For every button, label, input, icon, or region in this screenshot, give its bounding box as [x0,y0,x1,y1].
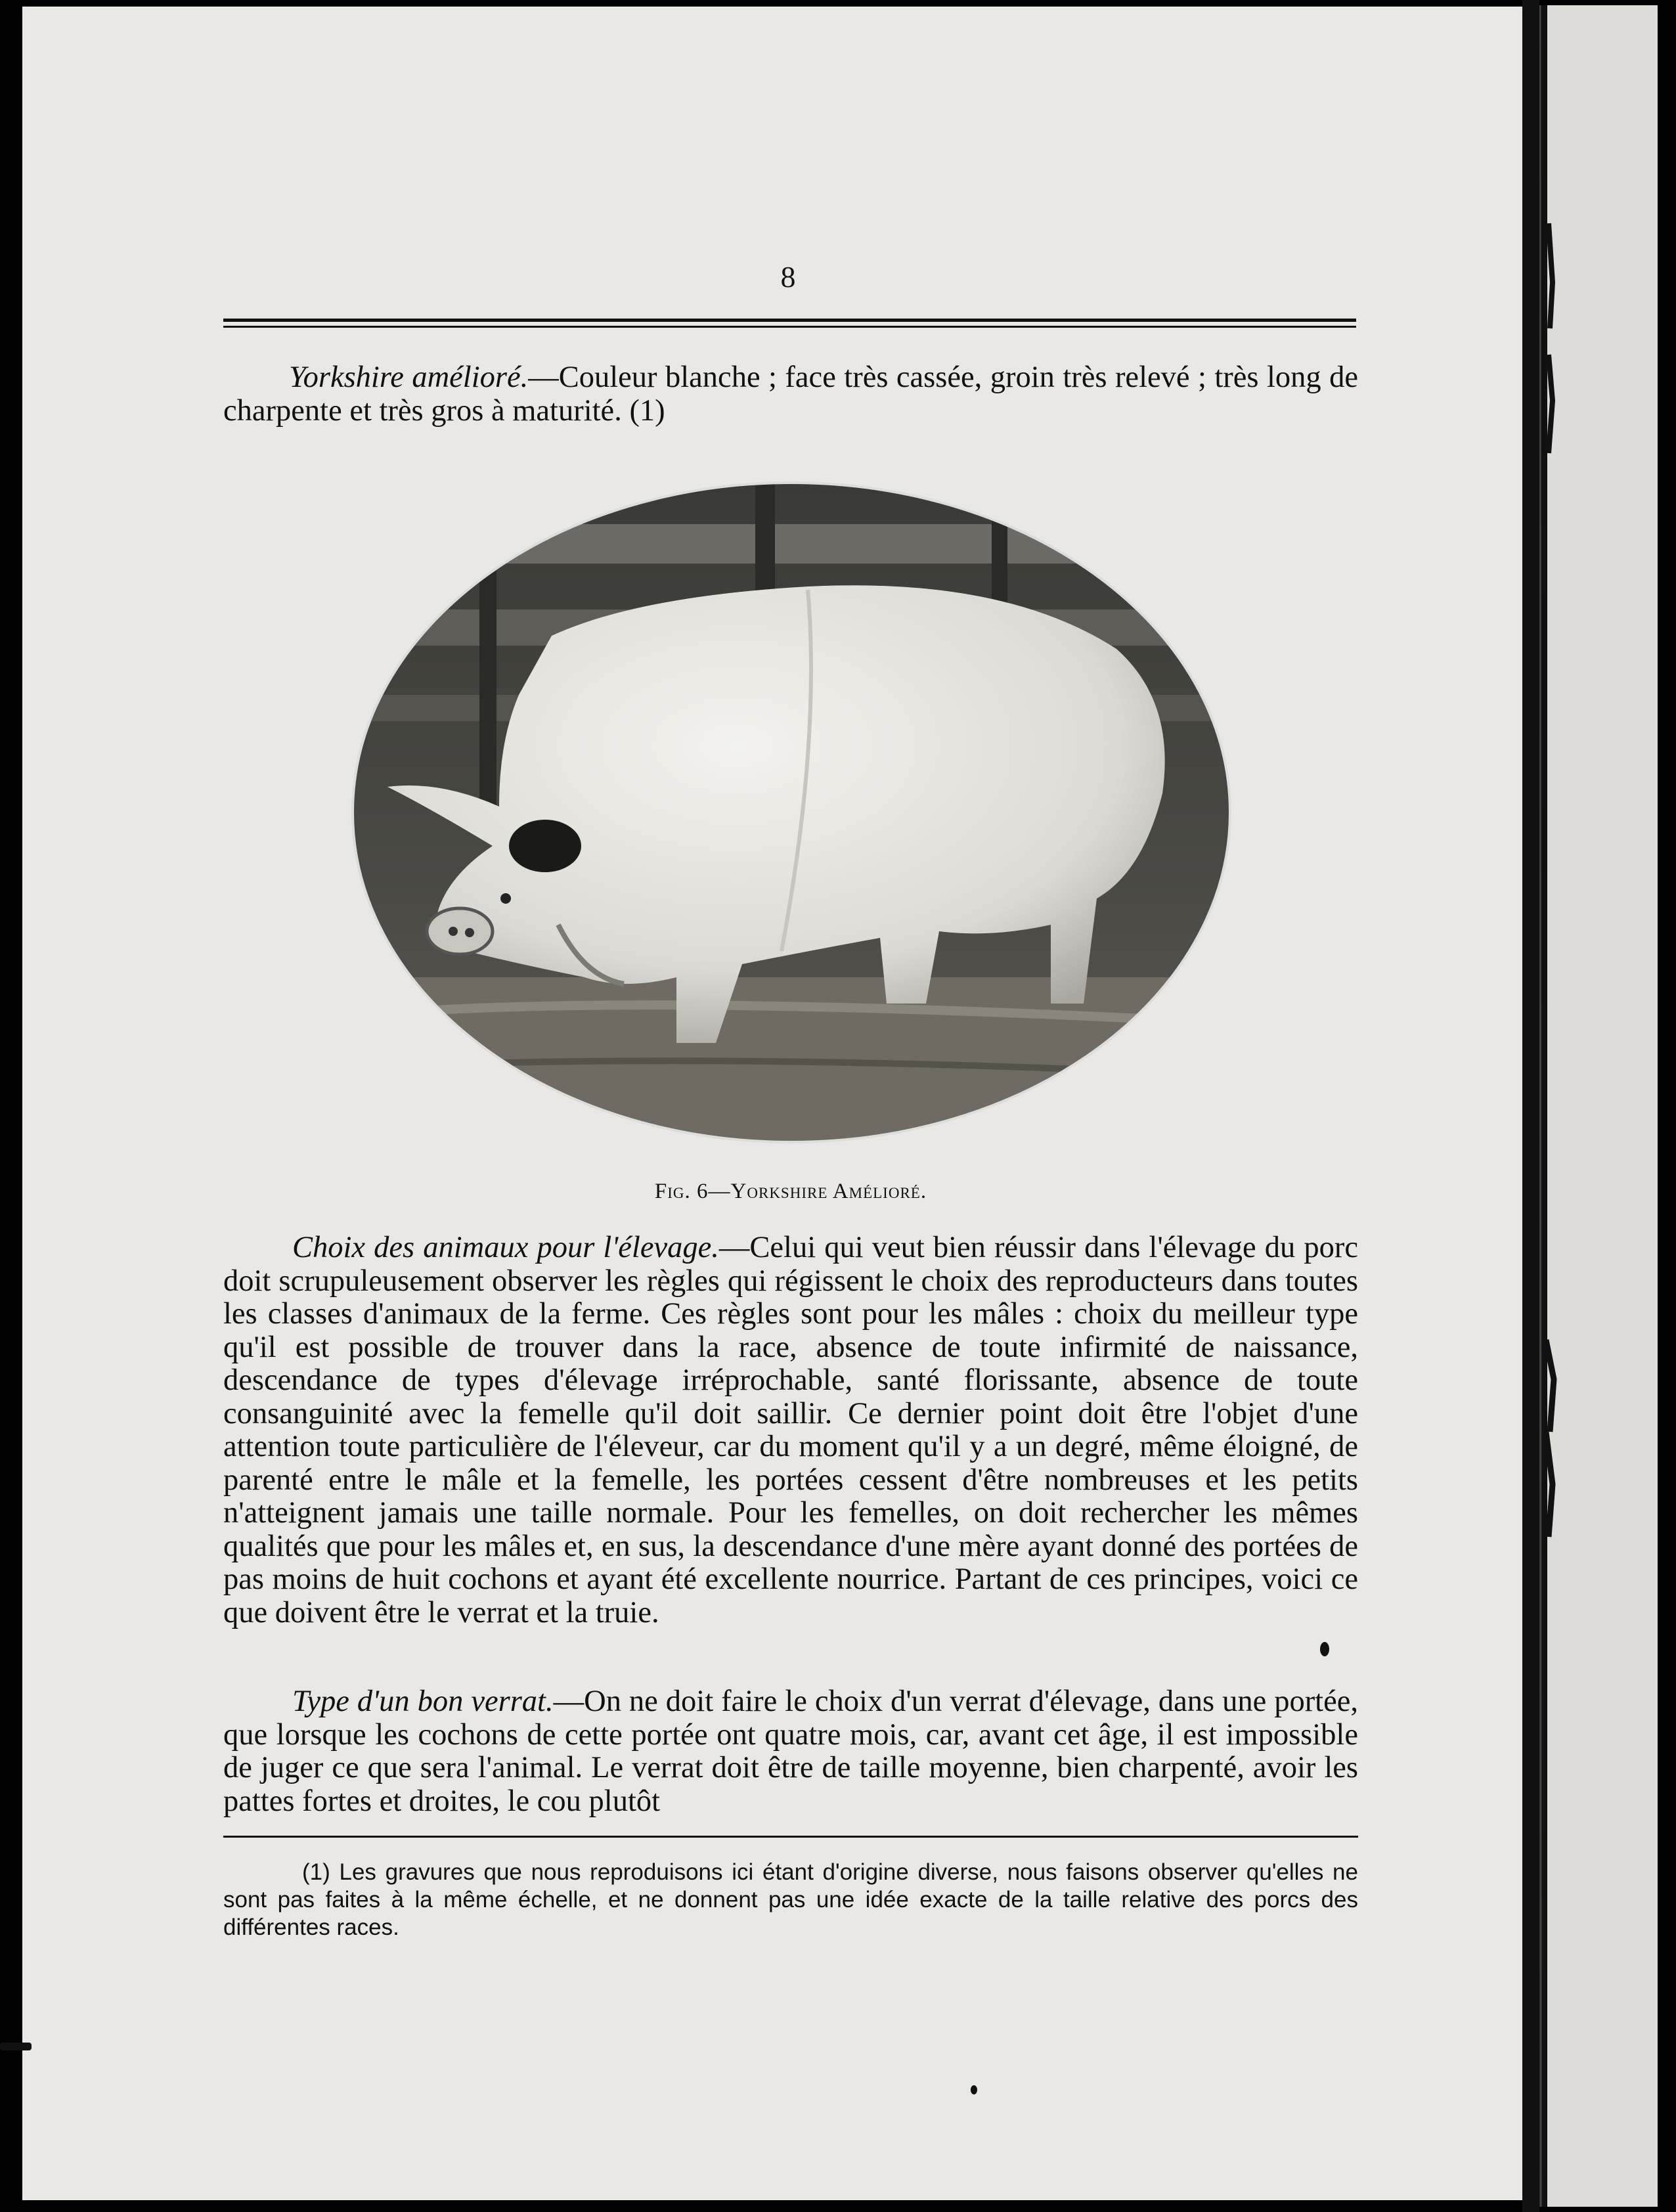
caption-title: Yorkshire Amélioré. [730,1180,927,1203]
paragraph-yorkshire [223,361,1358,428]
paragraph-choix [223,1231,1358,1629]
binding-edge-marks [1524,197,1570,1609]
body-choix: —Celui qui veut bien réussir dans l'élevage du porc doit scrupuleusement observer les règles qui régissent le choix des reproducteurs dans toutes les classes d'animaux de la ferme. Ces règles sont pour les mâles : choix du meilleur type qu'il est possible de trouver dans la race, absence de toute infirmité de naissance, descendance de types d'élevage irréprochable, santé florissante, absence de toute consanguinité avec la femelle qu'il doit saillir. Ce dernier point doit être l'objet d'une attention toute particulière de l'éleveur, car du moment qu'il y a un degré, même éloigné, de parenté entre le mâle et la femelle, les portées cessent d'être nombreuses et les petits n'atteignent jamais une taille normale. Pour les femelles, on doit rechercher les mêmes qualités que pour les mâles et, en sus, la descendance d'une mère ayant donné des portées de pas moins de huit cochons et ayant été excellente nourrice. Partant de ces principes, voici ce que doivent être le verrat et la truie. [223,1231,1358,1629]
body-yorkshire: —Couleur blanche ; face très cassée, groin très relevé ; très long de charpente et très gros à maturité. (1) [223,361,1358,428]
ink-speck [1320,1642,1329,1656]
heading-choix: Choix des animaux pour l'élevage. [292,1231,719,1264]
paragraph-verrat [223,1685,1358,1818]
body-verrat: —On ne doit faire le choix d'un verrat d'élevage, dans une portée, que lorsque les cochons de cette portée ont quatre mois, car, avant cet âge, il est impossible de juger ce que sera l'animal. Le verrat doit être de taille moyenne, bien charpenté, avoir les pattes fortes et droites, le cou plutôt [223,1685,1358,1818]
page-number: 8 [780,260,796,294]
ink-speck [971,2085,977,2094]
figure-caption [223,1180,1358,1204]
header-double-rule [223,319,1356,328]
footnote: (1) Les gravures que nous reproduisons ici étant d'origine diverse, nous faisons observer qu'elles ne sont pas faites à la même échelle, et ne donnent pas une idée exacte de la taille relative des porcs des différentes races. [223,1859,1358,1940]
heading-verrat: Type d'un bon verrat. [292,1685,554,1718]
heading-yorkshire: Yorkshire amélioré. [289,361,529,394]
pig-photo [348,478,1235,1147]
footnote-rule [223,1836,1358,1838]
edge-mark [0,2043,32,2050]
caption-prefix: Fig. 6— [654,1180,731,1203]
